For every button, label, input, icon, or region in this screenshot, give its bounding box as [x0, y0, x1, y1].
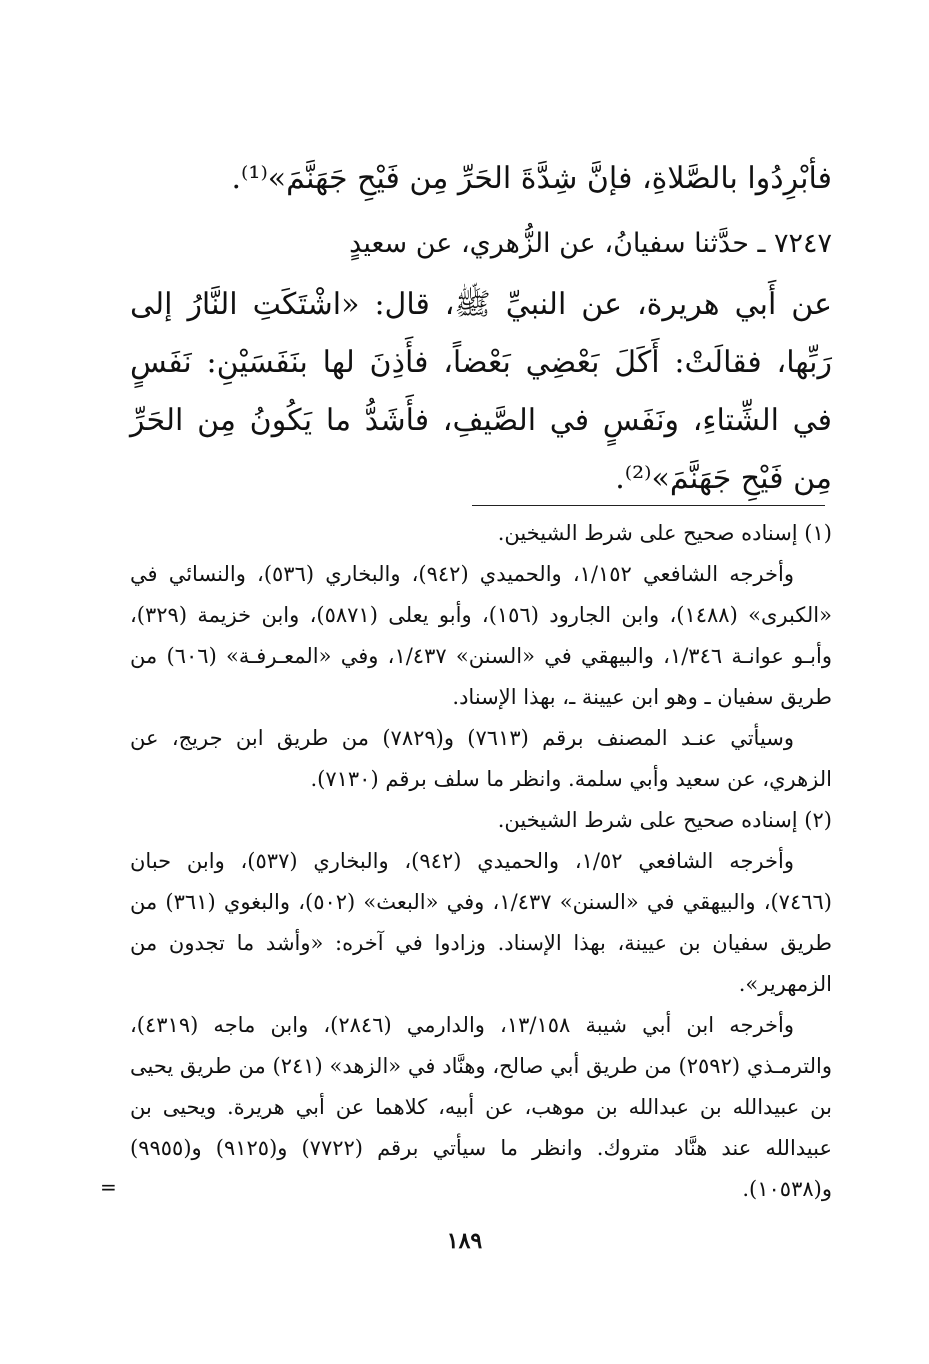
hadith-text-line: فأبْرِدُوا بالصَّلاةِ، فإنَّ شِدَّةَ الحَرِّ مِن فَيْحِ جَهَنَّمَ»⁽¹⁾.: [231, 161, 832, 196]
continuation-mark: =: [100, 1175, 117, 1199]
footnote-2-paragraph: وأخرجه الشافعي ١/٥٢، والحميدي (٩٤٢)، والبخاري (٥٣٧)، وابن حبان (٧٤٦٦)، والبيهقي في «السنن» ١/٤٣٧، وفي «البعث» (٥٠٢)، والبغوي (٣٦١) من طريق سفيان بن عيينة، بهذا الإسناد. وزادوا في آخره: «وأشد ما تجدون من الزمهرير».: [130, 849, 832, 996]
footnote-2-title: (٢) إسناده صحيح على شرط الشيخين.: [497, 808, 832, 832]
footnote-1-paragraph: وسيأتي عنـد المصنف برقم (٧٦١٣) و(٧٨٢٩) من طريق ابن جريج، عن الزهري، عن سعيد وأبي سلمة. وانظر ما سلف برقم (٧١٣٠).: [130, 726, 832, 791]
footnote-2-paragraph: وأخرجه ابن أبي شيبة ١٣/١٥٨، والدارمي (٢٨٤٦)، وابن ماجه (٤٣١٩)، والترمـذي (٢٥٩٢) من طريق أبي صالح، وهنَّاد في «الزهد» (٢٤١) من طريق يحيى بن عبيدالله بن عبدالله بن موهب، عن أبيه، كلاهما عن أبي هريرة. ويحيى بن عبيدالله عند هنَّاد متروك. وانظر ما سيأتي برقم (٧٧٢٢) و(٩١٢٥) و(٩٩٥٥) و(١٠٥٣٨).: [130, 1013, 833, 1201]
hadith-text-paragraph: عن أَبي هريرة، عن النبيِّ ﷺ، قال: «اشْتَكَتِ النَّارُ إلى رَبِّها، فقالَتْ: أَكَلَ بَعْضِي بَعْضاً، فأَذِنَ لها بنَفَسَيْنِ: نَفَسٍ في الشِّتاءِ، ونَفَسٍ في الصَّيفِ، فأَشَدُّ ما يَكُونُ مِن الحَرِّ مِن فَيْحِ جَهَنَّمَ»⁽²⁾.: [130, 287, 832, 496]
hadith-chain-heading: ٧٢٤٧ ـ حدَّثنا سفيانُ، عن الزُّهري، عن سعيدٍ: [349, 228, 832, 259]
footnote-1-paragraph: وأخرجه الشافعي ١/١٥٢، والحميدي (٩٤٢)، والبخاري (٥٣٦)، والنسائي في «الكبرى» (١٤٨٨)، وابن الجارود (١٥٦)، وأبو يعلى (٥٨٧١)، وابن خزيمة (٣٢٩)، وأبـو عوانـة ١/٣٤٦، والبيهقي في «السنن» ١/٤٣٧، وفي «المعـرفـة» (٦٠٦) من طريق سفيان ـ وهو ابن عيينة ـ، بهذا الإسناد.: [130, 562, 832, 709]
footnotes-section: [130, 513, 832, 1210]
page-number: ١٨٩: [446, 1228, 483, 1254]
footnote-1-title: (١) إسناده صحيح على شرط الشيخين.: [497, 521, 832, 545]
footnote-divider: [472, 505, 825, 506]
